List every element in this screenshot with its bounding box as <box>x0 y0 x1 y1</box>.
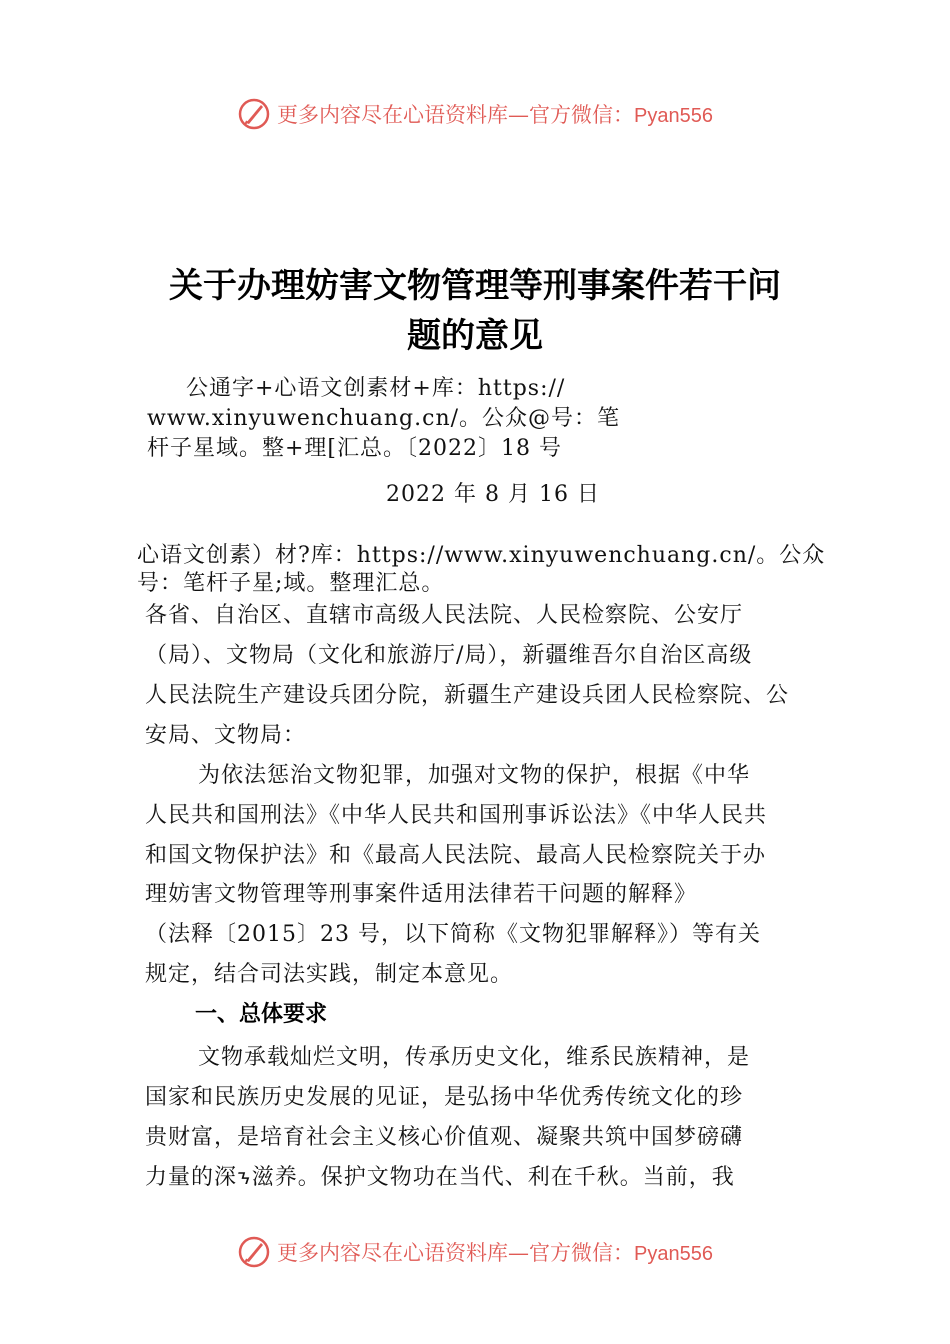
notice-line: 心语文创素）材?库：https://www.xinyuwenchuang.cn/。公众 <box>137 543 826 568</box>
recipients-line: 安局、文物局： <box>145 723 307 748</box>
notice-line: 号：笔杆子星;域。整理汇总。 <box>137 571 445 596</box>
footer-banner <box>0 1232 950 1272</box>
intro-line: 人民共和国刑法》《中华人民共和国刑事诉讼法》《中华人民共 <box>145 803 768 828</box>
banner-main-text: 更多内容尽在心语资料库—官方微信： <box>277 103 635 127</box>
quill-logo-icon <box>237 1235 271 1269</box>
wechat-id: Pyan556 <box>634 1243 713 1265</box>
banner-text <box>277 1237 713 1267</box>
document-title-line-2: 题的意见 <box>407 316 543 356</box>
section-body-line: 国家和民族历史发展的见证，是弘扬中华优秀传统文化的珍 <box>145 1085 744 1110</box>
doc-number-line: www.xinyuwenchuang.cn/。公众@号：笔 <box>147 406 621 431</box>
recipients-line: （局）、文物局（文化和旅游厅/局），新疆维吾尔自治区高级 <box>145 643 753 668</box>
doc-number-line: 公通字+心语文创素材+库：https:// <box>186 376 566 401</box>
recipients-line: 人民法院生产建设兵团分院，新疆生产建设兵团人民检察院、公 <box>145 683 790 708</box>
section-body-line: 力量的深ᝂ滋养。保护文物功在当代、利在千秋。当前，我 <box>145 1165 735 1190</box>
intro-line: 为依法惩治文物犯罪，加强对文物的保护，根据《中华 <box>198 763 751 788</box>
recipients-line: 各省、自治区、直辖市高级人民法院、人民检察院、公安厅 <box>145 603 744 628</box>
header-banner <box>0 94 950 134</box>
doc-number-line: 杆子星域。整+理[汇总。〔2022〕18 号 <box>147 436 562 461</box>
intro-line: 规定，结合司法实践，制定本意见。 <box>145 962 514 987</box>
document-date: 2022 年 8 月 16 日 <box>386 482 600 507</box>
section-body-line: 贵财富，是培育社会主义核心价值观、凝聚共筑中国梦磅礴 <box>145 1125 744 1150</box>
intro-line: （法释〔2015〕23 号，以下简称《文物犯罪解释》）等有关 <box>145 922 761 947</box>
quill-logo-icon <box>237 97 271 131</box>
banner-main-text: 更多内容尽在心语资料库—官方微信： <box>277 1241 635 1265</box>
section-body-line: 文物承载灿烂文明，传承历史文化，维系民族精神，是 <box>198 1045 751 1070</box>
wechat-id: Pyan556 <box>634 105 713 127</box>
intro-line: 和国文物保护法》和《最高人民法院、最高人民检察院关于办 <box>145 843 767 868</box>
intro-line: 理妨害文物管理等刑事案件适用法律若干问题的解释》 <box>145 882 698 907</box>
banner-text <box>277 99 713 129</box>
document-title-line-1: 关于办理妨害文物管理等刑事案件若干问 <box>169 266 781 306</box>
section-heading: 一、总体要求 <box>195 1002 328 1027</box>
